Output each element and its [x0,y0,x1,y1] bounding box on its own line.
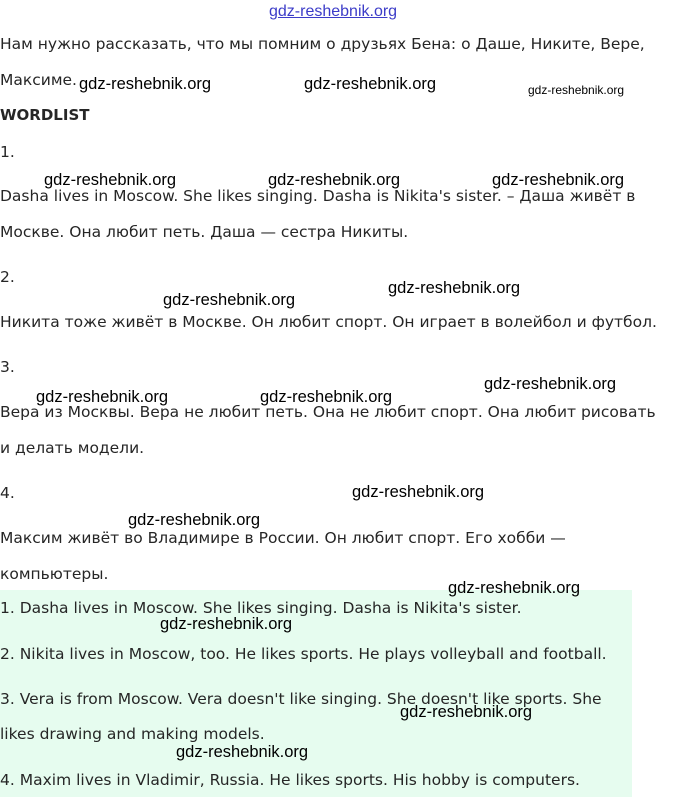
watermark: gdz-reshebnik.org [128,511,261,529]
item-4-line-1: Максим живёт во Владимире в России. Он любит спорт. Его хобби — [0,529,566,547]
item-3-line-2: и делать модели. [0,439,145,457]
item-3-line-1: Вера из Москвы. Вера не любит петь. Она не любит спорт. Она любит рисовать [0,403,656,421]
item-1-number: 1. [0,143,15,161]
watermark: gdz-reshebnik.org [79,75,212,93]
watermark: gdz-reshebnik.org [268,171,401,189]
item-4-line-2: компьютеры. [0,565,109,583]
watermark: gdz-reshebnik.org [44,171,177,189]
watermark: gdz-reshebnik.org [388,279,521,297]
watermark: gdz-reshebnik.org [492,171,625,189]
watermark: gdz-reshebnik.org [260,388,393,406]
intro-line-2: Максиме. [0,71,77,89]
watermark: gdz-reshebnik.org [160,615,293,633]
wordlist-heading: WORDLIST [0,106,90,124]
watermark: gdz-reshebnik.org [528,83,625,97]
item-1-line-1: Dasha lives in Moscow. She likes singing. Dasha is Nikita's sister. – Даша живёт в [0,187,636,205]
answer-4: 4. Maxim lives in Vladimir, Russia. He likes sports. His hobby is computers. [0,771,580,789]
answer-3-line-1: 3. Vera is from Moscow. Vera doesn't like singing. She doesn't like sports. She [0,690,602,708]
answer-3-line-2: likes drawing and making models. [0,725,265,743]
item-2-line-1: Никита тоже живёт в Москве. Он любит спорт. Он играет в волейбол и футбол. [0,313,657,331]
intro-line-1: Нам нужно рассказать, что мы помним о друзьях Бена: о Даше, Никите, Вере, [0,35,645,53]
item-2-number: 2. [0,268,15,286]
watermark: gdz-reshebnik.org [484,375,617,393]
watermark: gdz-reshebnik.org [176,743,309,761]
answer-1: 1. Dasha lives in Moscow. She likes singing. Dasha is Nikita's sister. [0,599,522,617]
watermark: gdz-reshebnik.org [352,483,485,501]
watermark: gdz-reshebnik.org [400,703,533,721]
item-4-number: 4. [0,484,15,502]
watermark: gdz-reshebnik.org [448,579,581,597]
item-3-number: 3. [0,358,15,376]
watermark: gdz-reshebnik.org [36,388,169,406]
watermark: gdz-reshebnik.org [163,291,296,309]
answer-2: 2. Nikita lives in Moscow, too. He likes sports. He plays volleyball and football. [0,645,607,663]
item-1-line-2: Москве. Она любит петь. Даша — сестра Никиты. [0,223,409,241]
watermark: gdz-reshebnik.org [304,75,437,93]
watermark-link[interactable]: gdz-reshebnik.org [269,3,398,20]
